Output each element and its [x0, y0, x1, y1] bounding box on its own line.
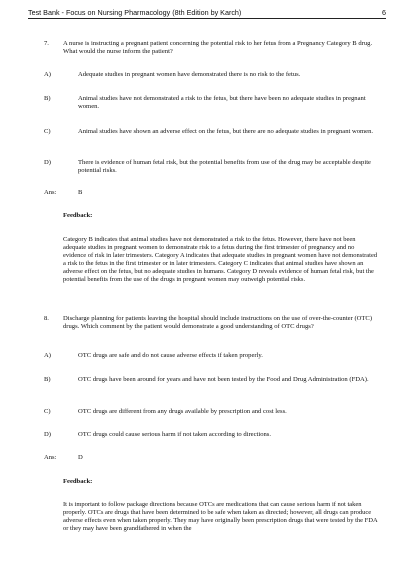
- option-label: C): [44, 128, 51, 135]
- option-label: B): [44, 95, 51, 102]
- answer-label: Ans:: [44, 454, 57, 461]
- feedback-heading: Feedback:: [63, 478, 93, 485]
- question-number: 7.: [44, 40, 49, 47]
- option-text: Adequate studies in pregnant women have demonstrated there is no risk to the fetus.: [78, 71, 301, 78]
- option-text: OTC drugs have been around for years and have not been tested by the Food and Drug Administration (FDA).: [78, 376, 369, 383]
- option-label: D): [44, 431, 51, 438]
- option-label: A): [44, 352, 51, 359]
- option-label: B): [44, 376, 51, 383]
- page-number: 6: [382, 8, 386, 17]
- option-label: A): [44, 71, 51, 78]
- question-text: Discharge planning for patients leaving the hospital should include instructions on the use of over-the-counter (OTC) drugs. Which comment by the patient would demonstrate a good understanding of OTC drugs?: [63, 315, 373, 331]
- page-header: [28, 6, 386, 19]
- option-text: OTC drugs are different from any drugs available by prescription and cost less.: [78, 408, 287, 415]
- feedback-heading: Feedback:: [63, 212, 93, 219]
- feedback-text: It is important to follow package directions because OTCs are medications that can cause serious harm if not taken properly. OTCs are drugs that have been determined to be safe when taken as directed; however, all drugs can produce adverse effects even when taken properly. They may have originally been prescription drugs that were tested by the FDA or they may have been grandfathered in when the: [63, 501, 378, 532]
- option-text: Animal studies have shown an adverse effect on the fetus, but there are no adequate studies in pregnant women.: [78, 128, 374, 135]
- option-text: Animal studies have not demonstrated a risk to the fetus, but there have been no adequate studies in pregnant women.: [78, 95, 366, 111]
- question-text: A nurse is instructing a pregnant patient concerning the potential risk to her fetus from a Pregnancy Category B drug. What would the nurse inform the patient?: [63, 40, 373, 56]
- header-title: Test Bank - Focus on Nursing Pharmacology (8th Edition by Karch): [28, 8, 242, 17]
- option-text: There is evidence of human fetal risk, but the potential benefits from use of the drug may be acceptable despite potential risks.: [78, 159, 371, 175]
- option-text: OTC drugs could cause serious harm if not taken according to directions.: [78, 431, 271, 438]
- feedback-text: Category B indicates that animal studies have not demonstrated a risk to the fetus. However, there have not been adequate studies in pregnant women to demonstrate risk to a fetus during the first trimester of pregnancy and no evidence of risk in later trimesters. Category A indicates that adequate studies in pregnant women have not demonstrated a risk to the fetus in the first trimester or in later trimesters. Category C indicates that animal studies have shown an adverse effect on the fetus, but no adequate studies in humans. Category D reveals evidence of human fetal risk, but the potential benefits from the use of the drugs in pregnant women may outweigh potential risks.: [63, 236, 378, 283]
- answer-value: D: [78, 454, 83, 461]
- option-label: D): [44, 159, 51, 166]
- question-number: 8.: [44, 315, 49, 322]
- answer-value: B: [78, 189, 83, 196]
- option-label: C): [44, 408, 51, 415]
- answer-label: Ans:: [44, 189, 57, 196]
- option-text: OTC drugs are safe and do not cause adverse effects if taken properly.: [78, 352, 263, 359]
